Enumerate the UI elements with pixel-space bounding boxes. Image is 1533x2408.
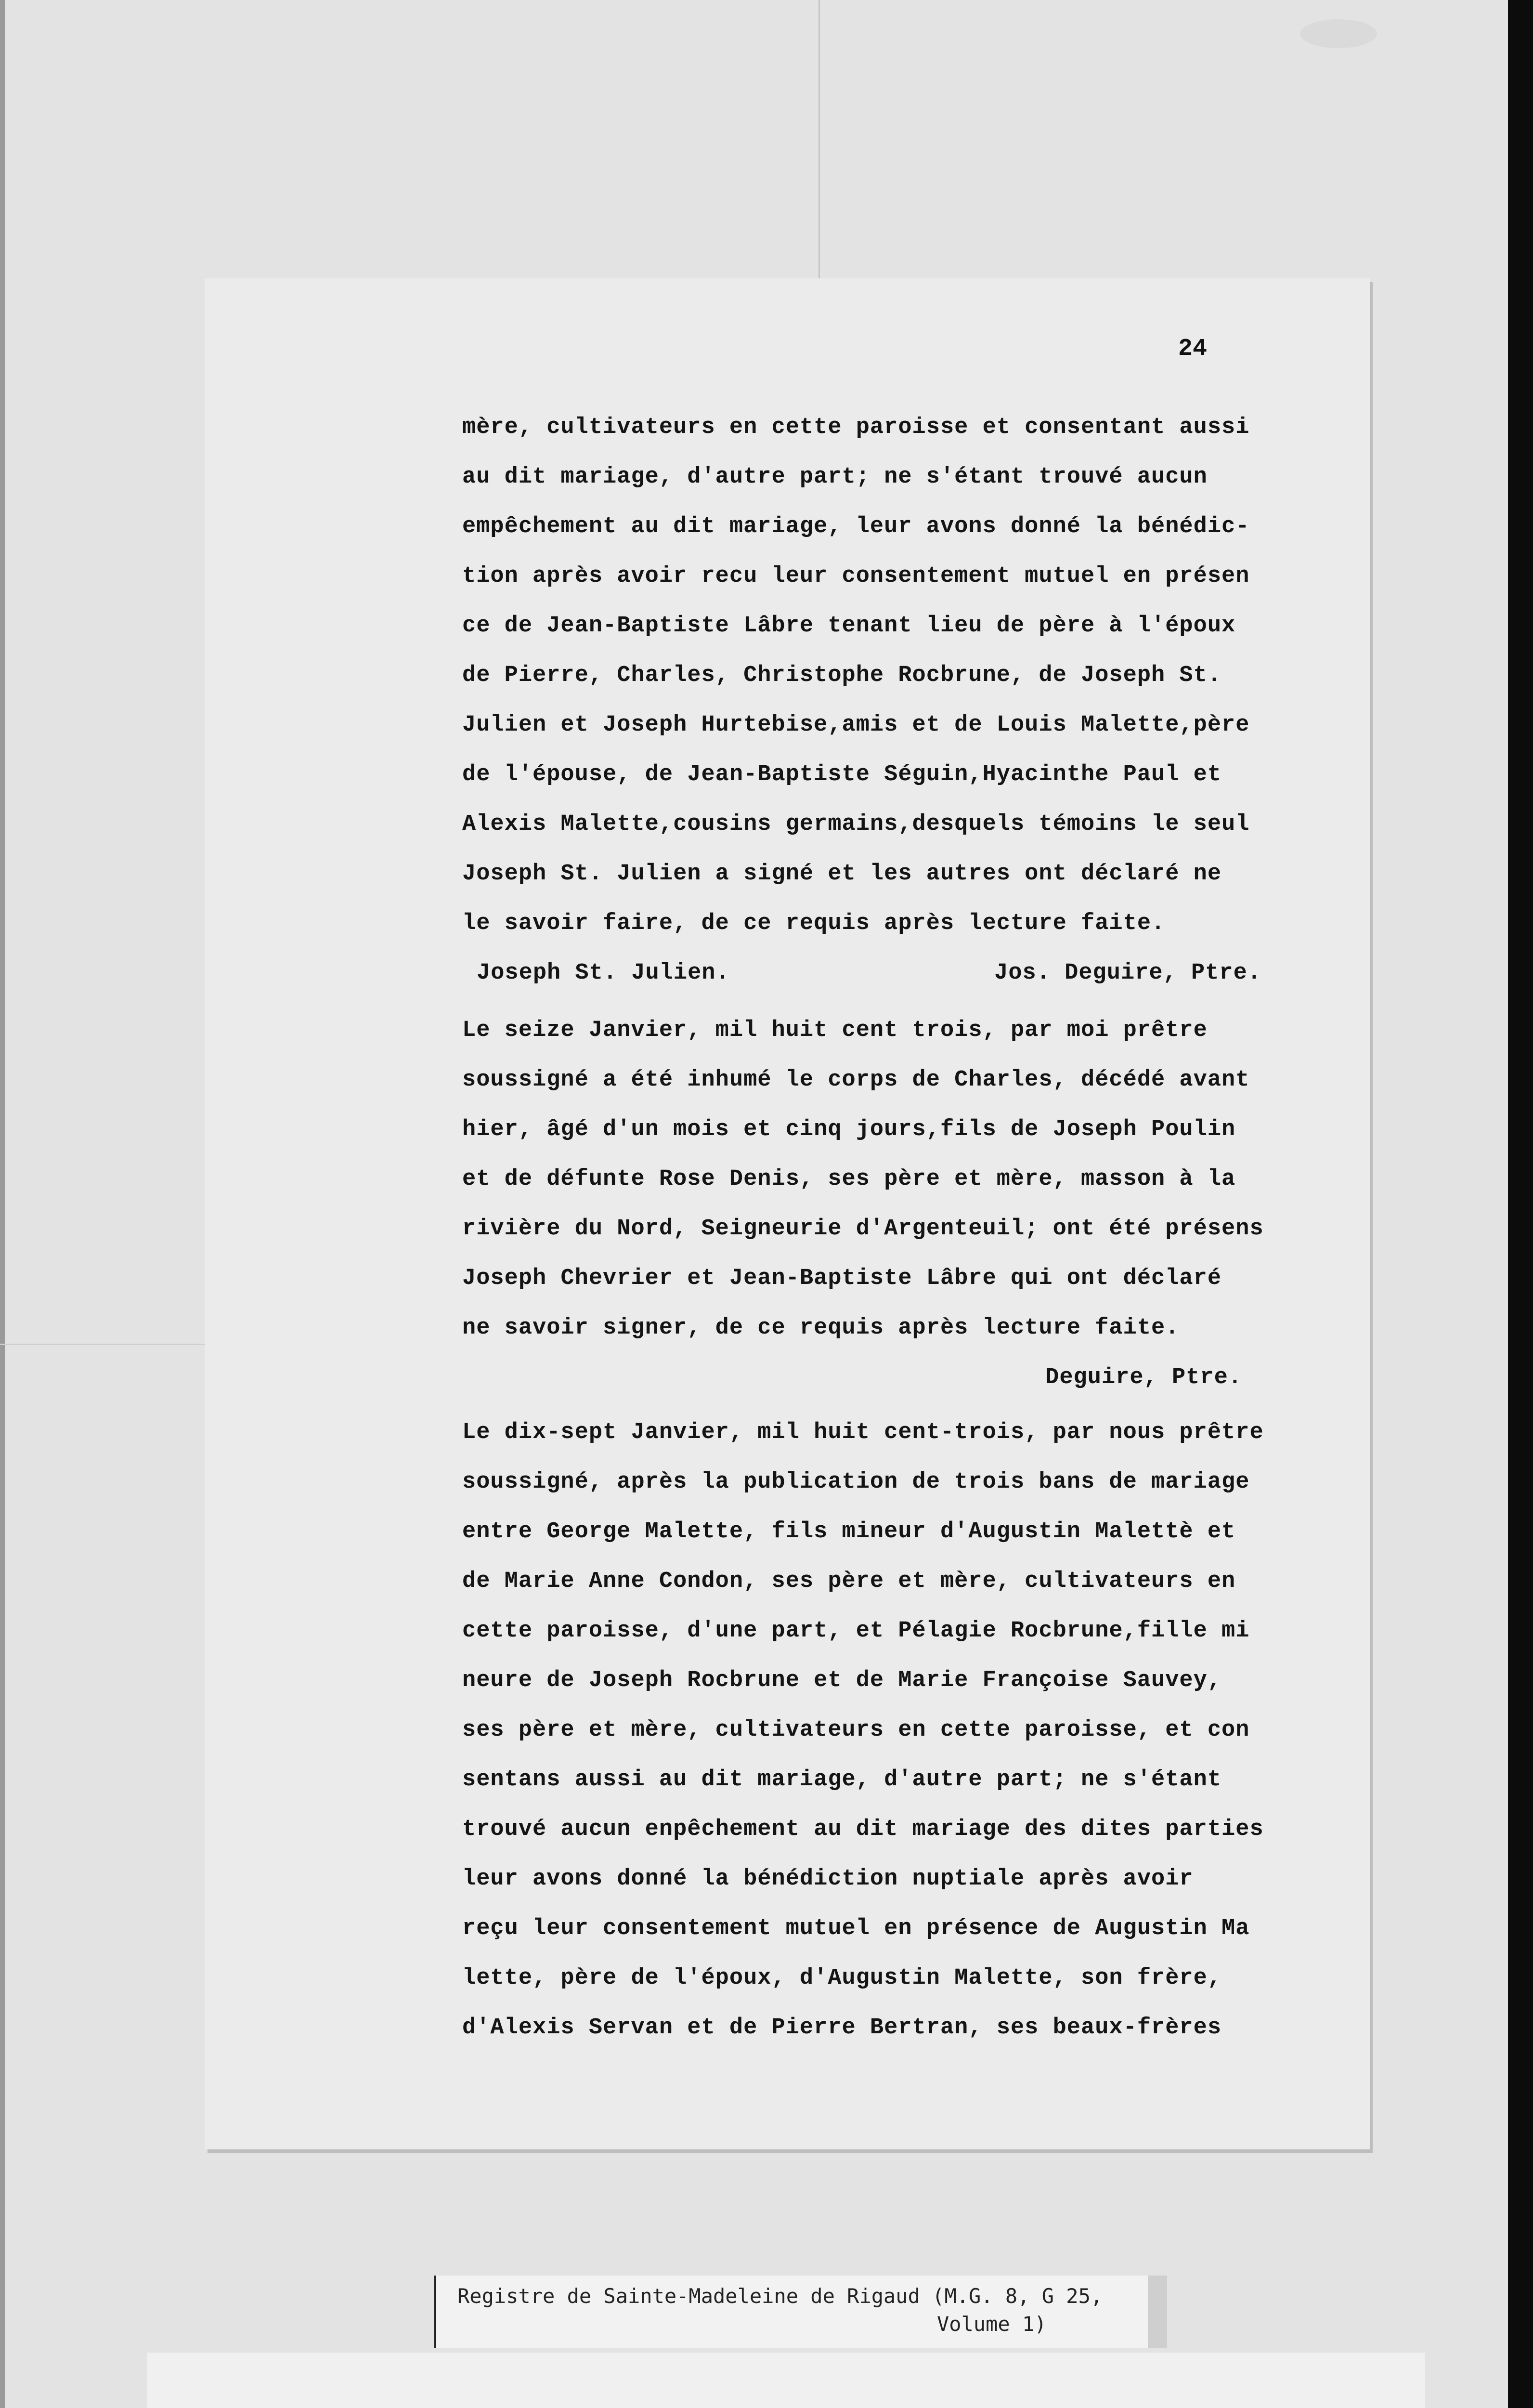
text-line: Joseph Chevrier et Jean-Baptiste Lâbre qui ont déclaré <box>462 1266 1222 1291</box>
text-line: Alexis Malette,cousins germains,desquels témoins le seul <box>462 811 1250 837</box>
text-line: leur avons donné la bénédiction nuptiale après avoir <box>462 1866 1194 1892</box>
text-line: entre George Malette, fils mineur d'Augustin Malettè et <box>462 1519 1236 1544</box>
text-line: ne savoir signer, de ce requis après lecture faite. <box>462 1315 1180 1341</box>
text-line: le savoir faire, de ce requis après lecture faite. <box>462 911 1166 936</box>
text-line: Le dix-sept Janvier, mil huit cent-trois, par nous prêtre <box>462 1420 1264 1445</box>
reference-slip <box>434 2276 1167 2348</box>
signature-row <box>462 948 1261 998</box>
background-crease <box>818 0 820 279</box>
burial-record <box>462 1006 1324 1402</box>
text-line: soussigné a été inhumé le corps de Charles, décédé avant <box>462 1067 1250 1093</box>
text-line: ce de Jean-Baptiste Lâbre tenant lieu de père à l'époux <box>462 613 1236 639</box>
page-number: 24 <box>1178 335 1208 363</box>
text-line: ses père et mère, cultivateurs en cette paroisse, et con <box>462 1717 1250 1743</box>
text-line: mère, cultivateurs en cette paroisse et consentant aussi <box>462 415 1250 440</box>
text-line: de Marie Anne Condon, ses père et mère, cultivateurs en <box>462 1569 1236 1594</box>
text-line: et de défunte Rose Denis, ses père et mère, masson à la <box>462 1166 1236 1192</box>
scan-frame-left <box>0 0 5 2408</box>
text-line: tion après avoir recu leur consentement mutuel en présen <box>462 563 1250 589</box>
text-line: de l'épouse, de Jean-Baptiste Séguin,Hyacinthe Paul et <box>462 762 1222 787</box>
text-line: soussigné, après la publication de trois bans de mariage <box>462 1469 1250 1495</box>
burial-signature: Deguire, Ptre. <box>1045 1365 1242 1390</box>
signature-right: Jos. Deguire, Ptre. <box>994 960 1261 986</box>
text-line: lette, père de l'époux, d'Augustin Malette, son frère, <box>462 1965 1222 1991</box>
marriage-record <box>462 1408 1324 2053</box>
background-smudge <box>1300 19 1377 48</box>
scan-frame-right <box>1508 0 1533 2408</box>
text-line: neure de Joseph Rocbrune et de Marie Françoise Sauvey, <box>462 1668 1222 1693</box>
text-line: sentans aussi au dit mariage, d'autre part; ne s'étant <box>462 1767 1222 1793</box>
text-line: cette paroisse, d'une part, et Pélagie Rocbrune,fille mi <box>462 1618 1250 1644</box>
reference-line: Registre de Sainte-Madeleine de Rigaud (M.G. 8, G 25, <box>457 2284 1103 2308</box>
archives-card <box>147 2353 1425 2408</box>
text-line: hier, âgé d'un mois et cinq jours,fils de Joseph Poulin <box>462 1117 1236 1142</box>
reference-line: Volume 1) <box>937 2312 1047 2336</box>
text-line: reçu leur consentement mutuel en présence de Augustin Ma <box>462 1916 1250 1941</box>
background-crease <box>0 1344 207 1345</box>
text-line: Joseph St. Julien a signé et les autres ont déclaré ne <box>462 861 1222 887</box>
text-line: rivière du Nord, Seigneurie d'Argenteuil; ont été présens <box>462 1216 1264 1242</box>
text-line: trouvé aucun enpêchement au dit mariage des dites parties <box>462 1817 1264 1842</box>
text-line: Le seize Janvier, mil huit cent trois, par moi prêtre <box>462 1018 1208 1043</box>
marriage-record-continuation <box>462 403 1324 998</box>
typewritten-page <box>205 278 1370 2149</box>
signature-left: Joseph St. Julien. <box>477 960 730 986</box>
burial-signature-row <box>462 1353 1261 1402</box>
text-line: de Pierre, Charles, Christophe Rocbrune, de Joseph St. <box>462 663 1222 688</box>
text-line: Julien et Joseph Hurtebise,amis et de Louis Malette,père <box>462 712 1250 738</box>
text-line: empêchement au dit mariage, leur avons donné la bénédic- <box>462 514 1250 539</box>
text-line: au dit mariage, d'autre part; ne s'étant trouvé aucun <box>462 464 1208 490</box>
text-line: d'Alexis Servan et de Pierre Bertran, ses beaux-frères <box>462 2015 1222 2041</box>
